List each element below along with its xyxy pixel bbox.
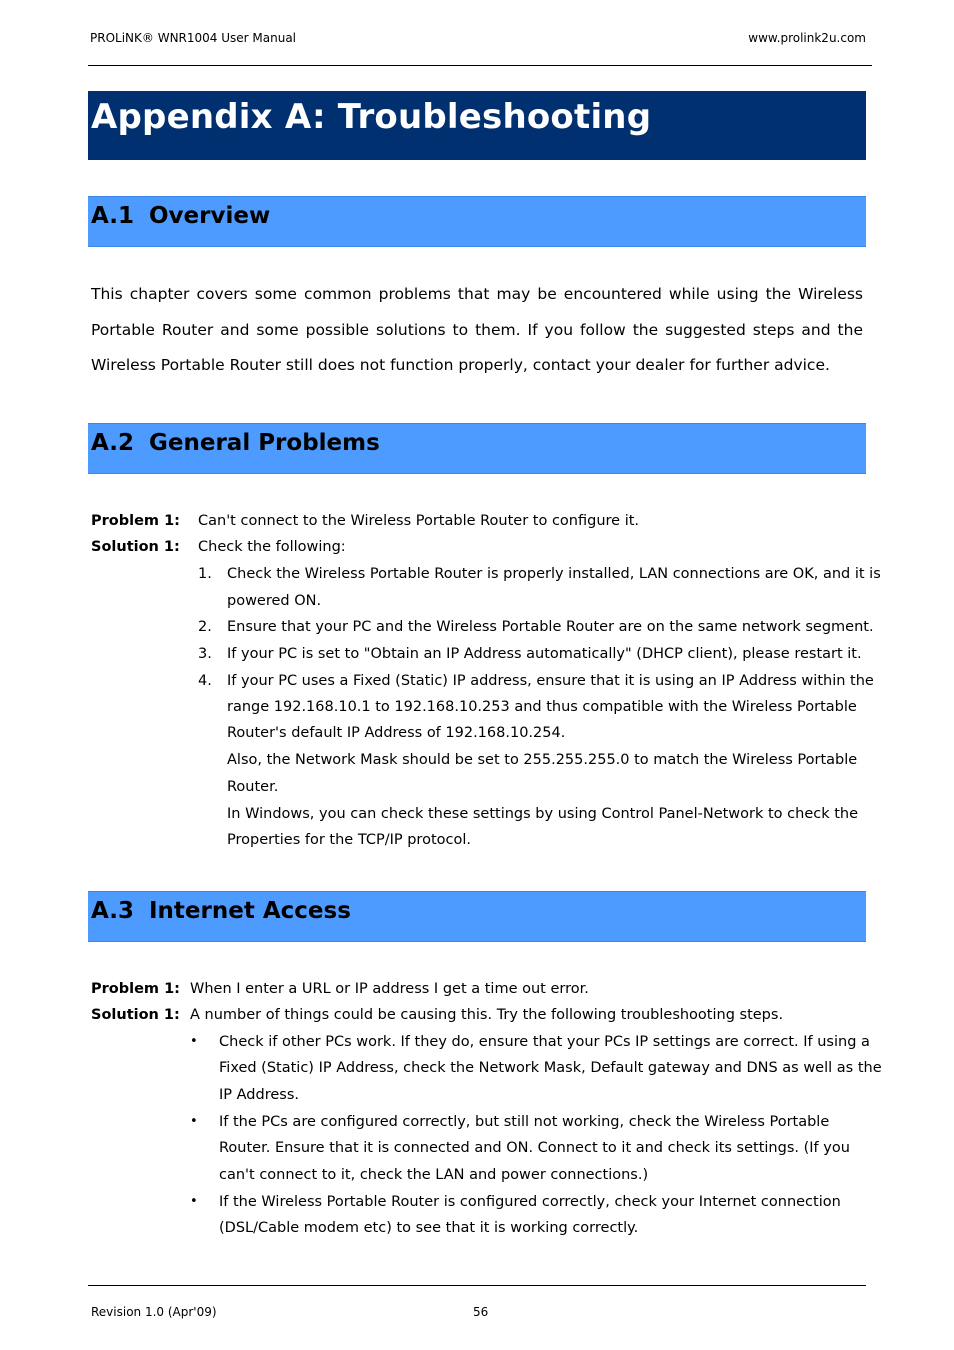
problem-text: Can't connect to the Wireless Portable Router to configure it. [198, 513, 640, 529]
section-bar-overview [88, 196, 866, 247]
step-line: If your PC uses a Fixed (Static) IP address, ensure that it is using an IP Address within the [227, 673, 874, 689]
bullet-line: IP Address. [219, 1087, 299, 1103]
step-line: Router's default IP Address of 192.168.10.254. [227, 725, 566, 741]
step-line: range 192.168.10.1 to 192.168.10.253 and thus compatible with the Wireless Portable [227, 699, 857, 715]
problem-text: When I enter a URL or IP address I get a time out error. [190, 981, 589, 997]
section-number: A.3 [91, 898, 134, 924]
bullet-line: If the PCs are configured correctly, but still not working, check the Wireless Portable [219, 1114, 830, 1130]
step-number: 2. [198, 619, 212, 635]
solution-label: Solution 1: [91, 1007, 180, 1023]
step-number: 1. [198, 566, 212, 582]
bullet-icon: • [190, 1034, 198, 1049]
section-number: A.1 [91, 203, 134, 229]
step-line: If your PC is set to "Obtain an IP Address automatically" (DHCP client), please restart it. [227, 646, 862, 662]
step-line: Properties for the TCP/IP protocol. [227, 832, 471, 848]
bullet-icon: • [190, 1114, 198, 1129]
step-line: Router. [227, 779, 279, 795]
problem-label: Problem 1: [91, 981, 180, 997]
header-website: www.prolink2u.com [748, 31, 866, 45]
bullet-line: Check if other PCs work. If they do, ensure that your PCs IP settings are correct. If using a [219, 1034, 870, 1050]
step-line: Check the Wireless Portable Router is properly installed, LAN connections are OK, and it is [227, 566, 881, 582]
bullet-line: Fixed (Static) IP Address, check the Network Mask, Default gateway and DNS as well as the [219, 1060, 882, 1076]
section-bar-general-problems [88, 423, 866, 474]
header-manual-title: PROLiNK® WNR1004 User Manual [90, 31, 297, 45]
bullet-line: can't connect to it, check the LAN and power connections.) [219, 1167, 649, 1183]
page-number: 56 [473, 1305, 489, 1319]
chapter-title-bar [88, 91, 866, 160]
section-number: A.2 [91, 430, 134, 456]
section-bar-internet-access [88, 891, 866, 942]
bullet-line: If the Wireless Portable Router is configured correctly, check your Internet connection [219, 1194, 841, 1210]
header-divider [88, 65, 872, 66]
overview-paragraph: This chapter covers some common problems that may be encountered while using the Wireless Portable Router and some possible solutions to them. If you follow the suggested steps and the Wireless Portable Router still does not function properly, contact your dealer for further advice. [91, 285, 863, 374]
step-line: In Windows, you can check these settings by using Control Panel-Network to check the [227, 806, 859, 822]
step-number: 3. [198, 646, 212, 662]
step-line: Also, the Network Mask should be set to 255.255.255.0 to match the Wireless Portable [227, 752, 858, 768]
bullet-icon: • [190, 1194, 198, 1209]
solution-text: Check the following: [198, 539, 346, 555]
solution-label: Solution 1: [91, 539, 180, 555]
section-title: Internet Access [149, 898, 351, 924]
section-title: Overview [149, 203, 271, 229]
chapter-title: Appendix A: Troubleshooting [91, 97, 652, 137]
solution-text: A number of things could be causing this. Try the following troubleshooting steps. [190, 1007, 784, 1023]
footer-divider [88, 1285, 866, 1286]
problem-label: Problem 1: [91, 513, 180, 529]
step-line: powered ON. [227, 593, 322, 609]
step-number: 4. [198, 673, 212, 689]
bullet-line: Router. Ensure that it is connected and ON. Connect to it and check its settings. (If you [219, 1140, 850, 1156]
section-title: General Problems [149, 430, 380, 456]
bullet-line: (DSL/Cable modem etc) to see that it is working correctly. [219, 1220, 639, 1236]
step-line: Ensure that your PC and the Wireless Portable Router are on the same network segment. [227, 619, 874, 635]
footer-revision: Revision 1.0 (Apr'09) [91, 1305, 217, 1319]
